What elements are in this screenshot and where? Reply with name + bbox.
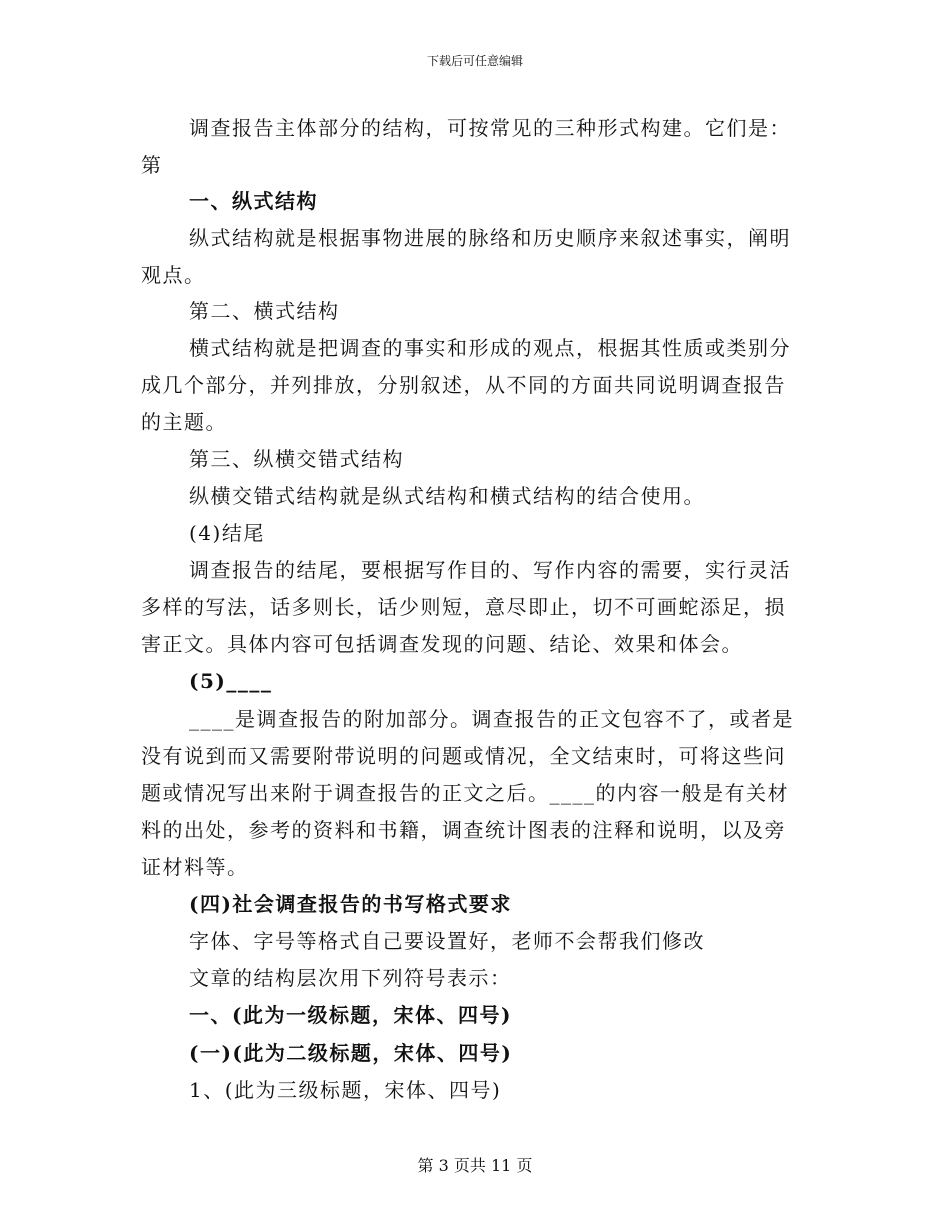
paragraph-line: 料的出处，参考的资料和书籍，调查统计图表的注释和说明，以及旁 <box>141 818 786 842</box>
page-footer: 第 3 页共 11 页 <box>417 1156 533 1175</box>
paragraph-line: 题或情况写出来附于调查报告的正文之后。____的内容一般是有关材 <box>141 781 789 805</box>
paragraph-line: 横式结构就是把调查的事实和形成的观点，根据其性质或类别分 <box>189 336 791 360</box>
paragraph-line: 字体、字号等格式自己要设置好，老师不会帮我们修改 <box>189 929 705 953</box>
section-heading: (5)____ <box>189 669 273 693</box>
paragraph-line: 害正文。具体内容可包括调查发现的问题、结论、效果和体会。 <box>141 632 743 656</box>
section-heading: 第二、横式结构 <box>189 299 340 323</box>
paragraph-line: 文章的结构层次用下列符号表示： <box>189 966 512 990</box>
section-heading: 一、(此为一级标题，宋体、四号) <box>189 1003 512 1027</box>
paragraph-line: 调查报告主体部分的结构，可按常见的三种形式构建。它们是： <box>189 116 791 140</box>
paragraph-line: 1、(此为三级标题，宋体、四号) <box>189 1078 502 1102</box>
section-heading: 第三、纵横交错式结构 <box>189 447 404 471</box>
page-header: 下载后可任意编辑 <box>426 54 523 68</box>
paragraph-line: 纵式结构就是根据事物进展的脉络和历史顺序来叙述事实，阐明 <box>189 226 791 250</box>
section-heading: (4)结尾 <box>189 521 265 545</box>
paragraph-line: 调查报告的结尾，要根据写作目的、写作内容的需要，实行灵活 <box>189 558 791 582</box>
section-heading: (一)(此为二级标题，宋体、四号) <box>189 1041 513 1065</box>
section-heading: 一、纵式结构 <box>189 189 318 213</box>
paragraph-line: 证材料等。 <box>141 855 249 879</box>
section-heading: (四)社会调查报告的书写格式要求 <box>189 892 512 916</box>
paragraph-line: 纵横交错式结构就是纵式结构和横式结构的结合使用。 <box>189 484 705 508</box>
paragraph-line: 多样的写法，话多则长，话少则短，意尽即止，切不可画蛇添足，损 <box>141 595 786 619</box>
paragraph-line: 没有说到而又需要附带说明的问题或情况，全文结束时，可将这些问 <box>141 744 786 768</box>
paragraph-line: 第 <box>141 153 163 177</box>
paragraph-line: 观点。 <box>141 263 206 287</box>
paragraph-line: ____是调查报告的附加部分。调查报告的正文包容不了，或者是 <box>189 707 794 731</box>
paragraph-line: 成几个部分，并列排放，分别叙述，从不同的方面共同说明调查报告 <box>141 373 786 397</box>
paragraph-line: 的主题。 <box>141 410 227 434</box>
